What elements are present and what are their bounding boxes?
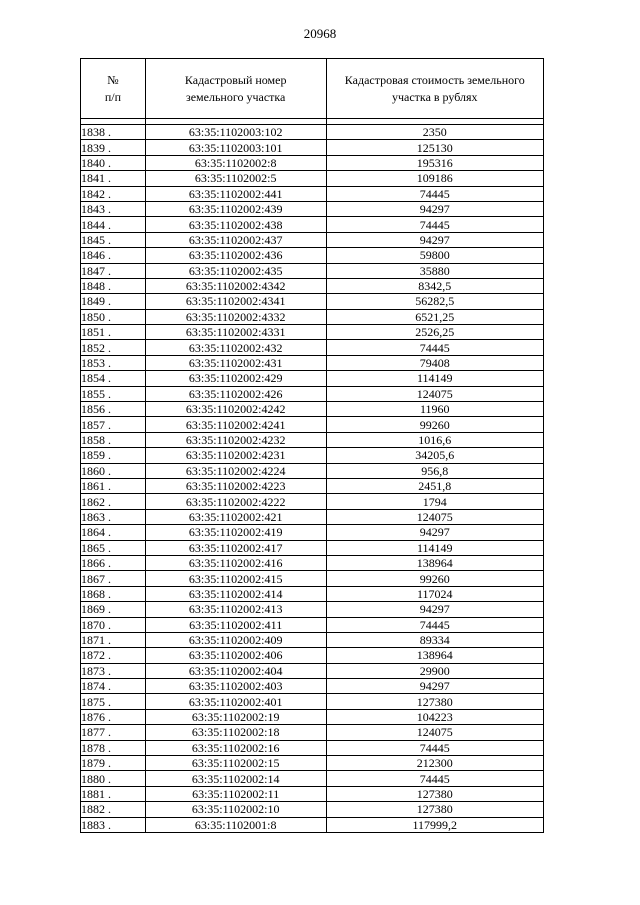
- row-number: 1848 .: [81, 278, 146, 293]
- cadastral-number: 63:35:1102002:437: [145, 232, 326, 247]
- table-row: [81, 125, 544, 140]
- cadastral-cost: 56282,5: [326, 294, 543, 309]
- cadastral-cost: 74445: [326, 186, 543, 201]
- row-number: 1872 .: [81, 648, 146, 663]
- cadastral-number: 63:35:1102002:414: [145, 586, 326, 601]
- cadastral-number: 63:35:1102002:401: [145, 694, 326, 709]
- row-number: 1849 .: [81, 294, 146, 309]
- cadastral-number: 63:35:1102002:406: [145, 648, 326, 663]
- cadastral-number: 63:35:1102003:101: [145, 140, 326, 155]
- table-row: [81, 263, 544, 278]
- cadastral-number: 63:35:1102002:11: [145, 786, 326, 801]
- cadastral-number: 63:35:1102002:403: [145, 679, 326, 694]
- row-number: 1856 .: [81, 402, 146, 417]
- row-number: 1868 .: [81, 586, 146, 601]
- row-number: 1854 .: [81, 371, 146, 386]
- cadastral-number: 63:35:1102002:435: [145, 263, 326, 278]
- row-number: 1881 .: [81, 786, 146, 801]
- cadastral-number: 63:35:1102002:413: [145, 602, 326, 617]
- table-row: [81, 602, 544, 617]
- row-number: 1850 .: [81, 309, 146, 324]
- row-number: 1878 .: [81, 740, 146, 755]
- table-row: [81, 201, 544, 216]
- table-row: [81, 171, 544, 186]
- cadastral-cost: 124075: [326, 386, 543, 401]
- table-row: [81, 586, 544, 601]
- row-number: 1880 .: [81, 771, 146, 786]
- row-number: 1879 .: [81, 756, 146, 771]
- cadastral-cost: 2526,25: [326, 325, 543, 340]
- cadastral-number: 63:35:1102002:19: [145, 709, 326, 724]
- cadastral-cost: 195316: [326, 155, 543, 170]
- cadastral-cost: 74445: [326, 617, 543, 632]
- cadastral-number: 63:35:1102002:438: [145, 217, 326, 232]
- row-number: 1883 .: [81, 817, 146, 832]
- row-number: 1863 .: [81, 509, 146, 524]
- table-row: [81, 186, 544, 201]
- cadastral-cost: 11960: [326, 402, 543, 417]
- cadastral-cost: 117024: [326, 586, 543, 601]
- row-number: 1864 .: [81, 525, 146, 540]
- table-header: [81, 59, 544, 125]
- cadastral-number: 63:35:1102002:404: [145, 663, 326, 678]
- cadastral-cost: 1794: [326, 494, 543, 509]
- cadastral-number: 63:35:1102002:416: [145, 555, 326, 570]
- cadastral-number: 63:35:1102002:5: [145, 171, 326, 186]
- cadastral-number: 63:35:1102002:4332: [145, 309, 326, 324]
- table-row: [81, 786, 544, 801]
- cadastral-cost: 212300: [326, 756, 543, 771]
- cadastral-cost: 114149: [326, 371, 543, 386]
- header-row: [81, 59, 544, 119]
- cadastral-cost: 89334: [326, 632, 543, 647]
- cadastral-cost: 125130: [326, 140, 543, 155]
- cadastral-number: 63:35:1102002:4222: [145, 494, 326, 509]
- table-row: [81, 525, 544, 540]
- cadastral-number: 63:35:1102002:436: [145, 248, 326, 263]
- table-row: [81, 571, 544, 586]
- row-number: 1874 .: [81, 679, 146, 694]
- table-row: [81, 140, 544, 155]
- row-number: 1865 .: [81, 540, 146, 555]
- row-number: 1846 .: [81, 248, 146, 263]
- row-number: 1882 .: [81, 802, 146, 817]
- row-number: 1844 .: [81, 217, 146, 232]
- cadastral-number: 63:35:1102002:4232: [145, 432, 326, 447]
- row-number: 1870 .: [81, 617, 146, 632]
- cadastral-cost: 114149: [326, 540, 543, 555]
- table-row: [81, 679, 544, 694]
- cadastral-cost: 1016,6: [326, 432, 543, 447]
- cadastral-number: 63:35:1102002:18: [145, 725, 326, 740]
- cadastral-number: 63:35:1102002:4224: [145, 463, 326, 478]
- cadastral-number: 63:35:1102002:411: [145, 617, 326, 632]
- cadastral-number: 63:35:1102002:4342: [145, 278, 326, 293]
- table-row: [81, 509, 544, 524]
- row-number: 1841 .: [81, 171, 146, 186]
- cadastral-number: 63:35:1102002:417: [145, 540, 326, 555]
- table-row: [81, 663, 544, 678]
- header-cadastral-number: [145, 59, 326, 119]
- row-number: 1858 .: [81, 432, 146, 447]
- cadastral-cost: 79408: [326, 355, 543, 370]
- header-cadastral-number-line2: земельного участка: [185, 89, 286, 104]
- header-cadastral-cost: [326, 59, 543, 119]
- row-number: 1845 .: [81, 232, 146, 247]
- table-row: [81, 402, 544, 417]
- cadastral-number: 63:35:1102001:8: [145, 817, 326, 832]
- cadastral-cost: 124075: [326, 725, 543, 740]
- cadastral-number: 63:35:1102003:102: [145, 125, 326, 140]
- table-row: [81, 278, 544, 293]
- cadastral-cost: 94297: [326, 679, 543, 694]
- table-row: [81, 802, 544, 817]
- cadastral-cost: 127380: [326, 786, 543, 801]
- table-row: [81, 648, 544, 663]
- row-number: 1862 .: [81, 494, 146, 509]
- cadastral-cost: 138964: [326, 648, 543, 663]
- cadastral-number: 63:35:1102002:8: [145, 155, 326, 170]
- header-cadastral-cost-line2: участка в рублях: [391, 89, 478, 104]
- table-row: [81, 694, 544, 709]
- row-number: 1847 .: [81, 263, 146, 278]
- cadastral-number: 63:35:1102002:431: [145, 355, 326, 370]
- cadastral-cost: 109186: [326, 171, 543, 186]
- row-number: 1860 .: [81, 463, 146, 478]
- row-number: 1843 .: [81, 201, 146, 216]
- row-number: 1875 .: [81, 694, 146, 709]
- row-number: 1873 .: [81, 663, 146, 678]
- cadastral-number: 63:35:1102002:409: [145, 632, 326, 647]
- cadastral-number: 63:35:1102002:439: [145, 201, 326, 216]
- cadastral-number: 63:35:1102002:415: [145, 571, 326, 586]
- header-cadastral-cost-line1: Кадастровая стоимость земельного: [344, 72, 525, 87]
- table-row: [81, 432, 544, 447]
- cadastral-cost: 6521,25: [326, 309, 543, 324]
- header-cadastral-number-line1: Кадастровый номер: [184, 72, 287, 87]
- cadastral-number: 63:35:1102002:16: [145, 740, 326, 755]
- table-row: [81, 709, 544, 724]
- table-row: [81, 725, 544, 740]
- table-row: [81, 340, 544, 355]
- table-row: [81, 555, 544, 570]
- cadastral-number: 63:35:1102002:4241: [145, 417, 326, 432]
- cadastral-cost: 74445: [326, 217, 543, 232]
- table-row: [81, 355, 544, 370]
- table-row: [81, 756, 544, 771]
- table-row: [81, 740, 544, 755]
- row-number: 1877 .: [81, 725, 146, 740]
- row-number: 1876 .: [81, 709, 146, 724]
- cadastral-number: 63:35:1102002:4331: [145, 325, 326, 340]
- table-row: [81, 309, 544, 324]
- cadastral-cost: 117999,2: [326, 817, 543, 832]
- cadastral-cost: 94297: [326, 232, 543, 247]
- cadastral-cost: 99260: [326, 417, 543, 432]
- table-row: [81, 817, 544, 832]
- cadastral-number: 63:35:1102002:4341: [145, 294, 326, 309]
- cadastral-cost: 2451,8: [326, 478, 543, 493]
- table-row: [81, 463, 544, 478]
- cadastral-cost: 8342,5: [326, 278, 543, 293]
- cadastral-cost: 138964: [326, 555, 543, 570]
- table-row: [81, 386, 544, 401]
- row-number: 1871 .: [81, 632, 146, 647]
- row-number: 1866 .: [81, 555, 146, 570]
- table-row: [81, 371, 544, 386]
- cadastral-cost: 59800: [326, 248, 543, 263]
- cadastral-cost: 956,8: [326, 463, 543, 478]
- cadastral-number: 63:35:1102002:426: [145, 386, 326, 401]
- cadastral-cost: 127380: [326, 802, 543, 817]
- table-body: [81, 125, 544, 833]
- cadastral-cost: 127380: [326, 694, 543, 709]
- cadastral-number: 63:35:1102002:432: [145, 340, 326, 355]
- table-row: [81, 417, 544, 432]
- row-number: 1857 .: [81, 417, 146, 432]
- cadastral-cost: 94297: [326, 201, 543, 216]
- table-row: [81, 248, 544, 263]
- cadastral-cost: 94297: [326, 525, 543, 540]
- table-row: [81, 771, 544, 786]
- row-number: 1852 .: [81, 340, 146, 355]
- row-number: 1853 .: [81, 355, 146, 370]
- cadastral-number: 63:35:1102002:4223: [145, 478, 326, 493]
- table-row: [81, 155, 544, 170]
- header-number-line1: №: [107, 72, 119, 87]
- table-row: [81, 617, 544, 632]
- table-row: [81, 232, 544, 247]
- cadastral-cost: 124075: [326, 509, 543, 524]
- table-row: [81, 478, 544, 493]
- row-number: 1838 .: [81, 125, 146, 140]
- cadastral-cost: 94297: [326, 602, 543, 617]
- table-row: [81, 217, 544, 232]
- row-number: 1861 .: [81, 478, 146, 493]
- cadastral-number: 63:35:1102002:14: [145, 771, 326, 786]
- cadastral-number: 63:35:1102002:421: [145, 509, 326, 524]
- page-number: 20968: [303, 26, 337, 41]
- cadastral-cost: 2350: [326, 125, 543, 140]
- row-number: 1839 .: [81, 140, 146, 155]
- cadastral-cost: 99260: [326, 571, 543, 586]
- cadastral-number: 63:35:1102002:429: [145, 371, 326, 386]
- table-row: [81, 494, 544, 509]
- cadastral-cost: 34205,6: [326, 448, 543, 463]
- table-row: [81, 294, 544, 309]
- header-number-line2: п/п: [104, 89, 122, 104]
- cadastral-number: 63:35:1102002:4242: [145, 402, 326, 417]
- table-row: [81, 448, 544, 463]
- cadastral-cost: 35880: [326, 263, 543, 278]
- cadastral-number: 63:35:1102002:10: [145, 802, 326, 817]
- row-number: 1855 .: [81, 386, 146, 401]
- cadastral-cost: 74445: [326, 340, 543, 355]
- row-number: 1869 .: [81, 602, 146, 617]
- cadastral-cost: 29900: [326, 663, 543, 678]
- cadastral-cost: 104223: [326, 709, 543, 724]
- row-number: 1851 .: [81, 325, 146, 340]
- cadastral-number: 63:35:1102002:441: [145, 186, 326, 201]
- table-row: [81, 540, 544, 555]
- cadastral-cost: 74445: [326, 740, 543, 755]
- cadastral-number: 63:35:1102002:15: [145, 756, 326, 771]
- row-number: 1840 .: [81, 155, 146, 170]
- cadastral-cost: 74445: [326, 771, 543, 786]
- header-number: [81, 59, 146, 119]
- table-row: [81, 632, 544, 647]
- table-row: [81, 325, 544, 340]
- cadastral-table: [80, 58, 544, 833]
- row-number: 1842 .: [81, 186, 146, 201]
- row-number: 1859 .: [81, 448, 146, 463]
- cadastral-number: 63:35:1102002:4231: [145, 448, 326, 463]
- cadastral-number: 63:35:1102002:419: [145, 525, 326, 540]
- row-number: 1867 .: [81, 571, 146, 586]
